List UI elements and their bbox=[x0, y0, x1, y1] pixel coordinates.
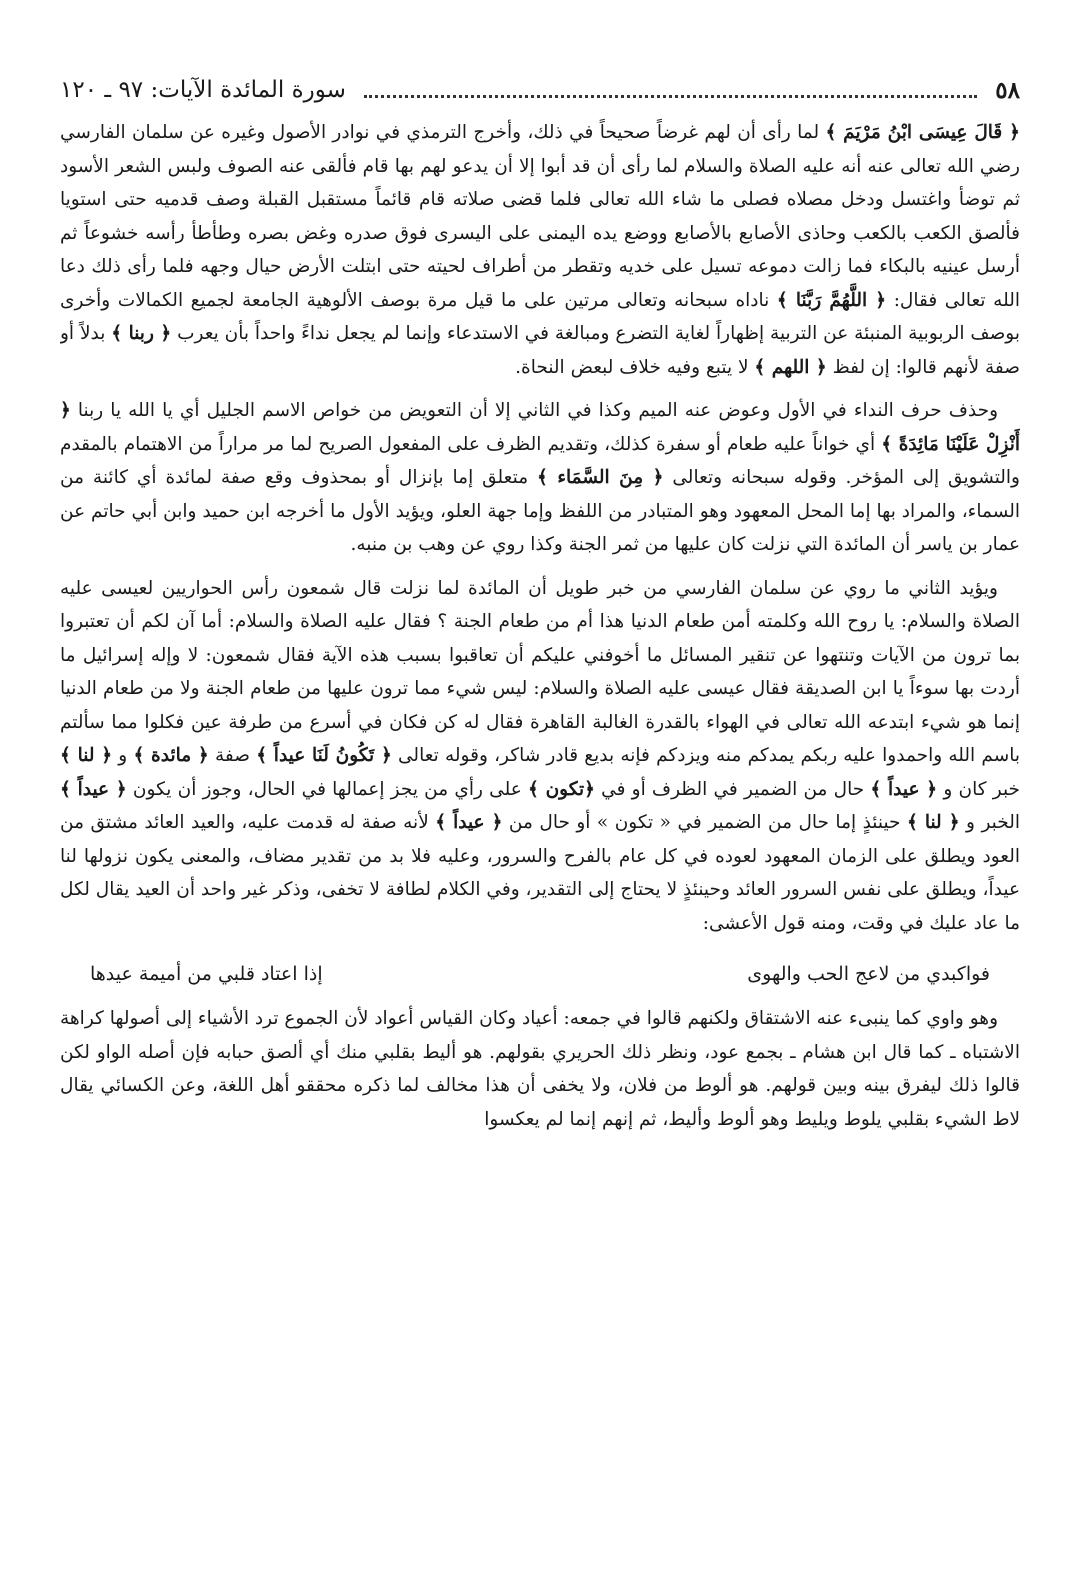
surah-title: سورة المائدة الآيات: ٩٧ ـ ١٢٠ bbox=[60, 77, 346, 103]
paragraph-segment: ناداه سبحانه وتعالى مرتين على ما قيل مرة بوصف الألوهية الجامعة لجميع الكمالات وأخرى بوصف الربوبية المنبئة عن التربية إظهاراً لغاية التضرع ومبالغة في الاستدعاء وإنما لم يجعل نداءً واحداً بأن يعرب bbox=[60, 289, 1020, 344]
verse-first-hemistich: فواكبدي من لاعج الحب والهوى bbox=[747, 963, 990, 985]
book-page bbox=[60, 70, 1020, 1560]
paragraph-segment: خبر كان و bbox=[937, 778, 1020, 800]
paragraph-segment: ﴿ لنا ﴾ bbox=[60, 745, 113, 766]
running-header bbox=[60, 70, 1020, 110]
paragraph-segment: وحذف حرف النداء في الأول وعوض عنه الميم وكذا في الثاني إلا أن التعويض من خواص الاسم الجليل أي يا الله يا ربنا bbox=[70, 400, 998, 421]
paragraph-segment: ﴿ لنا ﴾ bbox=[906, 812, 960, 833]
poetry-verse bbox=[60, 950, 1020, 1002]
paragraph-segment: لأنه صفة له قدمت عليه، والعيد العائد مشتق من العود ويطلق على الزمان المعهود لعوده في كل عام بالفرح والسرور، وعليه فلا بد من تقدير مضاف، والمعنى يكون نزولها لنا عيداً، ويطلق على نفس السرور العائد وحينئذٍ لا يحتاج إلى التقدير، وفي الكلام لطافة لا تخفى، وذكر غير واحد أن العيد يقال لكل ما عاد عليك في وقت، ومنه قول الأعشى: bbox=[60, 812, 1020, 934]
paragraph-segment: ويؤيد الثاني ما روي عن سلمان الفارسي من خبر طويل أن المائدة لما نزلت قال شمعون رأس الحواريين لعيسى عليه الصلاة والسلام: يا روح الله وكلمته أمن طعام الدنيا هذا أم من طعام الجنة ؟ فقال عليه الصلاة والسلام: أما آن لكم أن تعتبروا بما ترون من الآيات وتنتهوا عن تنقير المسائل ما أخوفني عليكم أن تعاقبوا بسبب هذه الآية فقال شمعون: لا وإله إسرائيل ما أردت بها سوءاً يا ابن الصديقة فقال عيسى عليه الصلاة والسلام: ليس شيء مما ترون عليها من طعام الجنة ولا من طعام الدنيا إنما هو شيء ابتدعه الله تعالى في الهواء بالقدرة الغالبة القاهرة فقال له كن فكان في أسرع من طرفة عين فكلوا مما سألتم باسم الله واحمدوا عليه ربكم يمدكم منه ويزدكم فإنه بديع قادر شاكر، وقوله تعالى bbox=[60, 577, 1020, 766]
paragraph-4: وهو واوي كما ينبىء عنه الاشتقاق ولكنهم قالوا في جمعه: أعياد وكان القياس أعواد لأن الجموع ترد الأشياء إلى أصولها كراهة الاشتباه ـ كما قال ابن هشام ـ بجمع عود، ونظر ذلك الحريري بقولهم. هو أليط بقلبي منك أي ألصق حبابه فإن أصله الواو لكن قالوا ذلك ليفرق بينه وبين قولهم. هو ألوط من فلان، ولا يخفى أن هذا مخالف لما ذكره محققو أهل اللغة، وعن الكسائي يقال لاط الشيء بقلبي يلوط ويليط وهو ألوط وأليط، ثم إنهم إنما لم يعكسوا bbox=[60, 1008, 1020, 1130]
paragraph-segment: ﴿ مِنَ السَّمَاء ﴾ bbox=[537, 467, 664, 488]
paragraph-segment: ﴿تكون ﴾ bbox=[527, 778, 595, 800]
paragraph-segment: لما رأى أن لهم غرضاً صحيحاً في ذلك، وأخرج الترمذي في نوادر الأصول وغيره عن سلمان الفارسي رضي الله تعالى عنه أنه عليه الصلاة والسلام لما رأى أن قد أبوا إلا أن يدعو لهم بها قام فألقى عنه الصوف ولبس الشعر الأسود ثم توضأ واغتسل ودخل مصلاه فصلى ما شاء الله تعالى فلما قضى صلاته قام قائماً مستقبل القبلة وصف قدميه حتى استويا فألصق الكعب بالكعب وحاذى الأصابع بالأصابع ووضع يده اليمنى على اليسرى فوق صدره وغض بصره وطأطأ رأسه خشوعاً ثم أرسل عينيه بالبكاء فما زالت دموعه تسيل على خديه وتقطر من أطراف لحيته حتى ابتلت الأرض حيال وجهه فلما رأى ذلك دعا الله تعالى فقال: bbox=[60, 122, 1020, 311]
paragraph-1 bbox=[60, 116, 1020, 384]
dotted-leader bbox=[364, 95, 977, 98]
paragraph-segment: الخبر و bbox=[959, 812, 1020, 833]
paragraph-3 bbox=[60, 572, 1020, 941]
paragraph-segment: ﴿ عيداً ﴾ bbox=[60, 778, 127, 800]
paragraph-segment: حال من الضمير في الظرف أو في bbox=[594, 778, 871, 800]
paragraph-segment: بدلاً أو صفة لأنهم قالوا: إن لفظ bbox=[60, 323, 1020, 378]
page-number: ٥٨ bbox=[995, 76, 1020, 104]
paragraph-segment: متعلق إما بإنزال أو بمحذوف وقع صفة لمائدة أي كائنة من السماء، والمراد بها إما المحل المعهود وهو المتبادر من اللفظ وإما جهة العلو، ويؤيد الأول ما أخرجه ابن حميد وابن أبي حاتم عن عمار بن ياسر أن المائدة التي نزلت كان عليها من ثمر الجنة وكذا روي عن وهب بن منبه. bbox=[60, 467, 1020, 555]
paragraph-segment: ﴿ اللهم ﴾ bbox=[754, 356, 827, 378]
paragraph-segment: حينئذٍ إما حال من الضمير في « تكون » أو حال من bbox=[502, 812, 907, 833]
paragraph-2 bbox=[60, 394, 1020, 562]
paragraph-segment: ﴿ ربنا ﴾ bbox=[111, 323, 172, 344]
paragraph-segment: ﴿ اللَّهُمَّ رَبَّنَا ﴾ bbox=[776, 289, 887, 311]
paragraph-segment: ﴿ أَنْزِلْ عَلَيْنَا مَائِدَةً ﴾ bbox=[60, 400, 1020, 455]
paragraph-segment: ﴿ عيداً ﴾ bbox=[435, 812, 503, 833]
paragraph-segment: ﴿ مائدة ﴾ bbox=[133, 745, 209, 766]
paragraph-segment: ﴿ تَكُونُ لَنَا عيداً ﴾ bbox=[256, 745, 392, 766]
paragraph-segment: صفة bbox=[208, 745, 257, 766]
paragraph-segment: و bbox=[112, 745, 134, 766]
paragraph-segment: ﴿ قَالَ عِيسَى ابْنُ مَرْيَمَ ﴾ bbox=[825, 122, 1020, 143]
body-text bbox=[60, 116, 1020, 1136]
paragraph-segment: على رأي من يجز إعمالها في الحال، وجوز أن يكون bbox=[126, 778, 528, 800]
verse-second-hemistich: إذا اعتاد قلبي من أميمة عيدها bbox=[90, 963, 323, 985]
paragraph-segment: لا يتبع وفيه خلاف لبعض النحاة. bbox=[515, 356, 755, 378]
paragraph-segment: أي خواناً عليه طعام أو سفرة كذلك، وتقديم الظرف على المفعول الصريح لما مر مراراً من الاهتمام بالمقدم والتشويق إلى المؤخر. وقوله سبحانه وتعالى bbox=[60, 433, 1020, 488]
paragraph-segment: ﴿ عيداً ﴾ bbox=[870, 778, 938, 800]
